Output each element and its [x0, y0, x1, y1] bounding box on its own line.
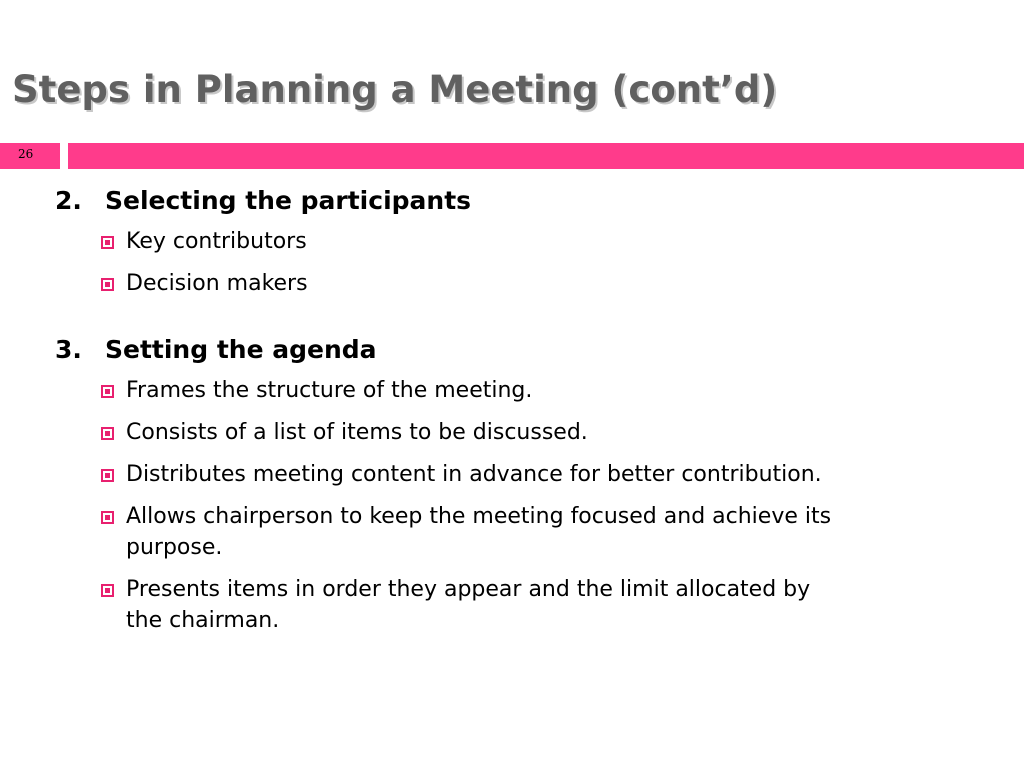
- slide-number-box: [0, 143, 60, 169]
- square-bullet-icon: [101, 278, 114, 291]
- bullet-item: [101, 268, 846, 299]
- bullet-item: [101, 375, 846, 406]
- bullet-item: [101, 459, 846, 490]
- square-bullet-icon: [101, 236, 114, 249]
- slide-number: 26: [18, 147, 34, 161]
- square-bullet-icon: [101, 469, 114, 482]
- bullet-list: [55, 226, 955, 299]
- section-number: 3.: [55, 335, 82, 364]
- section-heading-text: Selecting the participants: [105, 186, 472, 215]
- bullet-list: [55, 375, 955, 636]
- section-heading: [55, 184, 955, 218]
- section-selecting-participants: [55, 184, 955, 299]
- title-rule-bar: [68, 143, 1024, 169]
- square-bullet-icon: [101, 511, 114, 524]
- bullet-text: Allows chairperson to keep the meeting focused and achieve its purpose.: [126, 504, 832, 560]
- section-number: 2.: [55, 186, 82, 215]
- bullet-item: [101, 226, 846, 257]
- slide-title: Steps in Planning a Meeting (cont’d): [12, 68, 778, 111]
- section-heading: [55, 333, 955, 367]
- bullet-text: Frames the structure of the meeting.: [126, 378, 533, 403]
- square-bullet-icon: [101, 584, 114, 597]
- square-bullet-icon: [101, 427, 114, 440]
- section-heading-text: Setting the agenda: [105, 335, 377, 364]
- bullet-text: Distributes meeting content in advance for better contribution.: [126, 462, 822, 487]
- bullet-text: Consists of a list of items to be discussed.: [126, 420, 588, 445]
- bullet-item: [101, 501, 846, 563]
- bullet-text: Decision makers: [126, 271, 308, 296]
- slide-content: [55, 184, 955, 647]
- bullet-text: Presents items in order they appear and the limit allocated by the chairman.: [126, 577, 811, 633]
- bullet-item: [101, 574, 846, 636]
- square-bullet-icon: [101, 385, 114, 398]
- section-setting-agenda: [55, 333, 955, 636]
- bullet-item: [101, 417, 846, 448]
- bullet-text: Key contributors: [126, 229, 307, 254]
